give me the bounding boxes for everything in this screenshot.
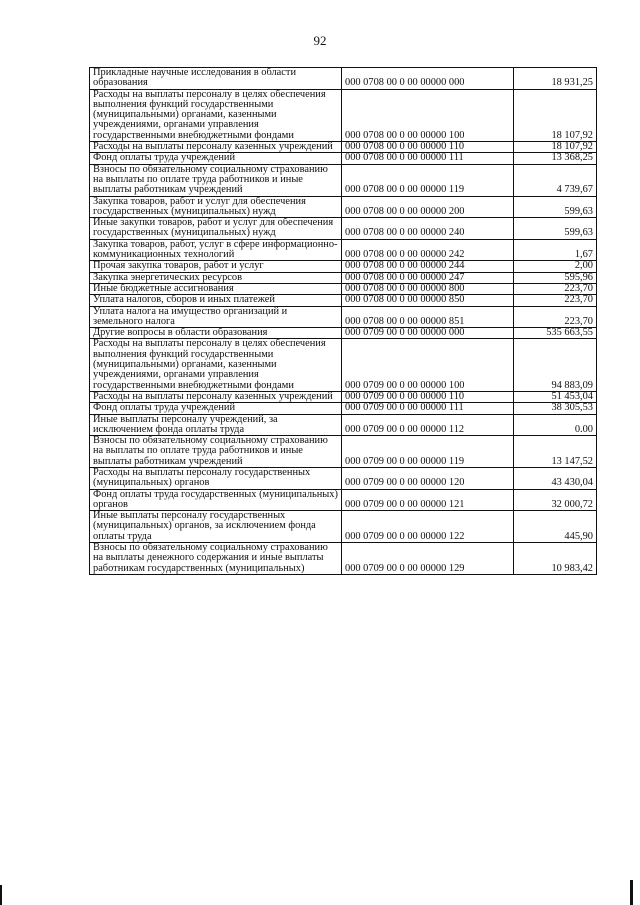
table-row	[90, 261, 597, 272]
expense-name-cell: Взносы по обязательному социальному страхованию на выплаты по оплате труда работников и иные выплаты работникам учреждений	[90, 436, 342, 468]
expense-name-cell: Расходы на выплаты персоналу казенных учреждений	[90, 142, 342, 153]
amount-cell: 2,00	[514, 261, 597, 272]
table-row	[90, 68, 597, 90]
amount-cell: 599,63	[514, 218, 597, 240]
budget-code-cell: 000 0708 00 0 00 00000 242	[342, 239, 514, 261]
amount-cell: 223,70	[514, 295, 597, 306]
amount-cell: 43 430,04	[514, 467, 597, 489]
amount-cell: 18 931,25	[514, 68, 597, 90]
budget-code-cell: 000 0708 00 0 00 00000 240	[342, 218, 514, 240]
expense-name-cell: Закупка товаров, работ и услуг для обеспечения государственных (муниципальных) нужд	[90, 196, 342, 218]
amount-cell: 0.00	[514, 414, 597, 436]
budget-code-cell: 000 0709 00 0 00 00000 122	[342, 511, 514, 543]
expense-name-cell: Расходы на выплаты персоналу казенных учреждений	[90, 391, 342, 402]
expense-name-cell: Взносы по обязательному социальному страхованию на выплаты денежного содержания и иные выплаты работникам государственных (муниципальных)	[90, 543, 342, 575]
budget-code-cell: 000 0708 00 0 00 00000 100	[342, 89, 514, 141]
table-row	[90, 164, 597, 196]
table-row	[90, 306, 597, 328]
budget-code-cell: 000 0709 00 0 00 00000 000	[342, 328, 514, 339]
budget-code-cell: 000 0708 00 0 00 00000 800	[342, 283, 514, 294]
expense-name-cell: Уплата налогов, сборов и иных платежей	[90, 295, 342, 306]
amount-cell: 223,70	[514, 306, 597, 328]
budget-code-cell: 000 0709 00 0 00 00000 110	[342, 391, 514, 402]
budget-code-cell: 000 0708 00 0 00 00000 111	[342, 153, 514, 164]
expense-name-cell: Закупка энергетических ресурсов	[90, 272, 342, 283]
budget-code-cell: 000 0708 00 0 00 00000 247	[342, 272, 514, 283]
budget-code-cell: 000 0708 00 0 00 00000 244	[342, 261, 514, 272]
table-row	[90, 153, 597, 164]
amount-cell: 51 453,04	[514, 391, 597, 402]
table-row	[90, 295, 597, 306]
expense-name-cell: Другие вопросы в области образования	[90, 328, 342, 339]
expense-name-cell: Иные закупки товаров, работ и услуг для обеспечения государственных (муниципальных) нужд	[90, 218, 342, 240]
budget-code-cell: 000 0708 00 0 00 00000 000	[342, 68, 514, 90]
budget-code-cell: 000 0709 00 0 00 00000 121	[342, 489, 514, 511]
budget-table-body	[90, 68, 597, 575]
budget-code-cell: 000 0709 00 0 00 00000 129	[342, 543, 514, 575]
amount-cell: 4 739,67	[514, 164, 597, 196]
table-row	[90, 89, 597, 141]
right-edge-mark	[630, 880, 633, 905]
table-row	[90, 142, 597, 153]
amount-cell: 223,70	[514, 283, 597, 294]
budget-code-cell: 000 0708 00 0 00 00000 200	[342, 196, 514, 218]
amount-cell: 18 107,92	[514, 142, 597, 153]
table-row	[90, 283, 597, 294]
budget-code-cell: 000 0708 00 0 00 00000 850	[342, 295, 514, 306]
budget-code-cell: 000 0709 00 0 00 00000 111	[342, 403, 514, 414]
expense-name-cell: Уплата налога на имущество организаций и земельного налога	[90, 306, 342, 328]
amount-cell: 10 983,42	[514, 543, 597, 575]
amount-cell: 32 000,72	[514, 489, 597, 511]
table-row	[90, 218, 597, 240]
table-row	[90, 436, 597, 468]
expense-name-cell: Фонд оплаты труда учреждений	[90, 403, 342, 414]
budget-code-cell: 000 0708 00 0 00 00000 119	[342, 164, 514, 196]
table-row	[90, 467, 597, 489]
expense-name-cell: Расходы на выплаты персоналу государственных (муниципальных) органов	[90, 467, 342, 489]
amount-cell: 13 368,25	[514, 153, 597, 164]
amount-cell: 13 147,52	[514, 436, 597, 468]
budget-code-cell: 000 0709 00 0 00 00000 120	[342, 467, 514, 489]
budget-code-cell: 000 0708 00 0 00 00000 110	[342, 142, 514, 153]
table-row	[90, 272, 597, 283]
expense-name-cell: Иные выплаты персоналу учреждений, за исключением фонда оплаты труда	[90, 414, 342, 436]
table-row	[90, 328, 597, 339]
amount-cell: 1,67	[514, 239, 597, 261]
expense-name-cell: Фонд оплаты труда государственных (муниципальных) органов	[90, 489, 342, 511]
table-row	[90, 403, 597, 414]
table-row	[90, 489, 597, 511]
left-edge-mark	[0, 885, 2, 905]
expense-name-cell: Расходы на выплаты персоналу в целях обеспечения выполнения функций государственными (муниципальными) органами, казенными учреждениями, органами управления государственными внебюджетными фондами	[90, 89, 342, 141]
expense-name-cell: Прочая закупка товаров, работ и услуг	[90, 261, 342, 272]
expense-name-cell: Расходы на выплаты персоналу в целях обеспечения выполнения функций государственными (муниципальными) органами, казенными учреждениями, органами управления государственными внебюджетными фондами	[90, 339, 342, 391]
amount-cell: 18 107,92	[514, 89, 597, 141]
budget-code-cell: 000 0709 00 0 00 00000 100	[342, 339, 514, 391]
table-row	[90, 511, 597, 543]
budget-code-cell: 000 0708 00 0 00 00000 851	[342, 306, 514, 328]
budget-code-cell: 000 0709 00 0 00 00000 119	[342, 436, 514, 468]
amount-cell: 38 305,53	[514, 403, 597, 414]
amount-cell: 94 883,09	[514, 339, 597, 391]
amount-cell: 595,96	[514, 272, 597, 283]
table-row	[90, 414, 597, 436]
amount-cell: 535 663,55	[514, 328, 597, 339]
budget-code-cell: 000 0709 00 0 00 00000 112	[342, 414, 514, 436]
amount-cell: 445,90	[514, 511, 597, 543]
table-row	[90, 543, 597, 575]
expense-name-cell: Иные выплаты персоналу государственных (муниципальных) органов, за исключением фонда оплаты труда	[90, 511, 342, 543]
table-row	[90, 239, 597, 261]
table-row	[90, 339, 597, 391]
page-number: 92	[313, 33, 327, 48]
expense-name-cell: Закупка товаров, работ, услуг в сфере информационно-коммуникационных технологий	[90, 239, 342, 261]
expense-name-cell: Иные бюджетные ассигнования	[90, 283, 342, 294]
budget-table	[89, 67, 597, 575]
table-row	[90, 196, 597, 218]
amount-cell: 599,63	[514, 196, 597, 218]
expense-name-cell: Прикладные научные исследования в области образования	[90, 68, 342, 90]
expense-name-cell: Взносы по обязательному социальному страхованию на выплаты по оплате труда работников и иные выплаты работникам учреждений	[90, 164, 342, 196]
expense-name-cell: Фонд оплаты труда учреждений	[90, 153, 342, 164]
table-row	[90, 391, 597, 402]
